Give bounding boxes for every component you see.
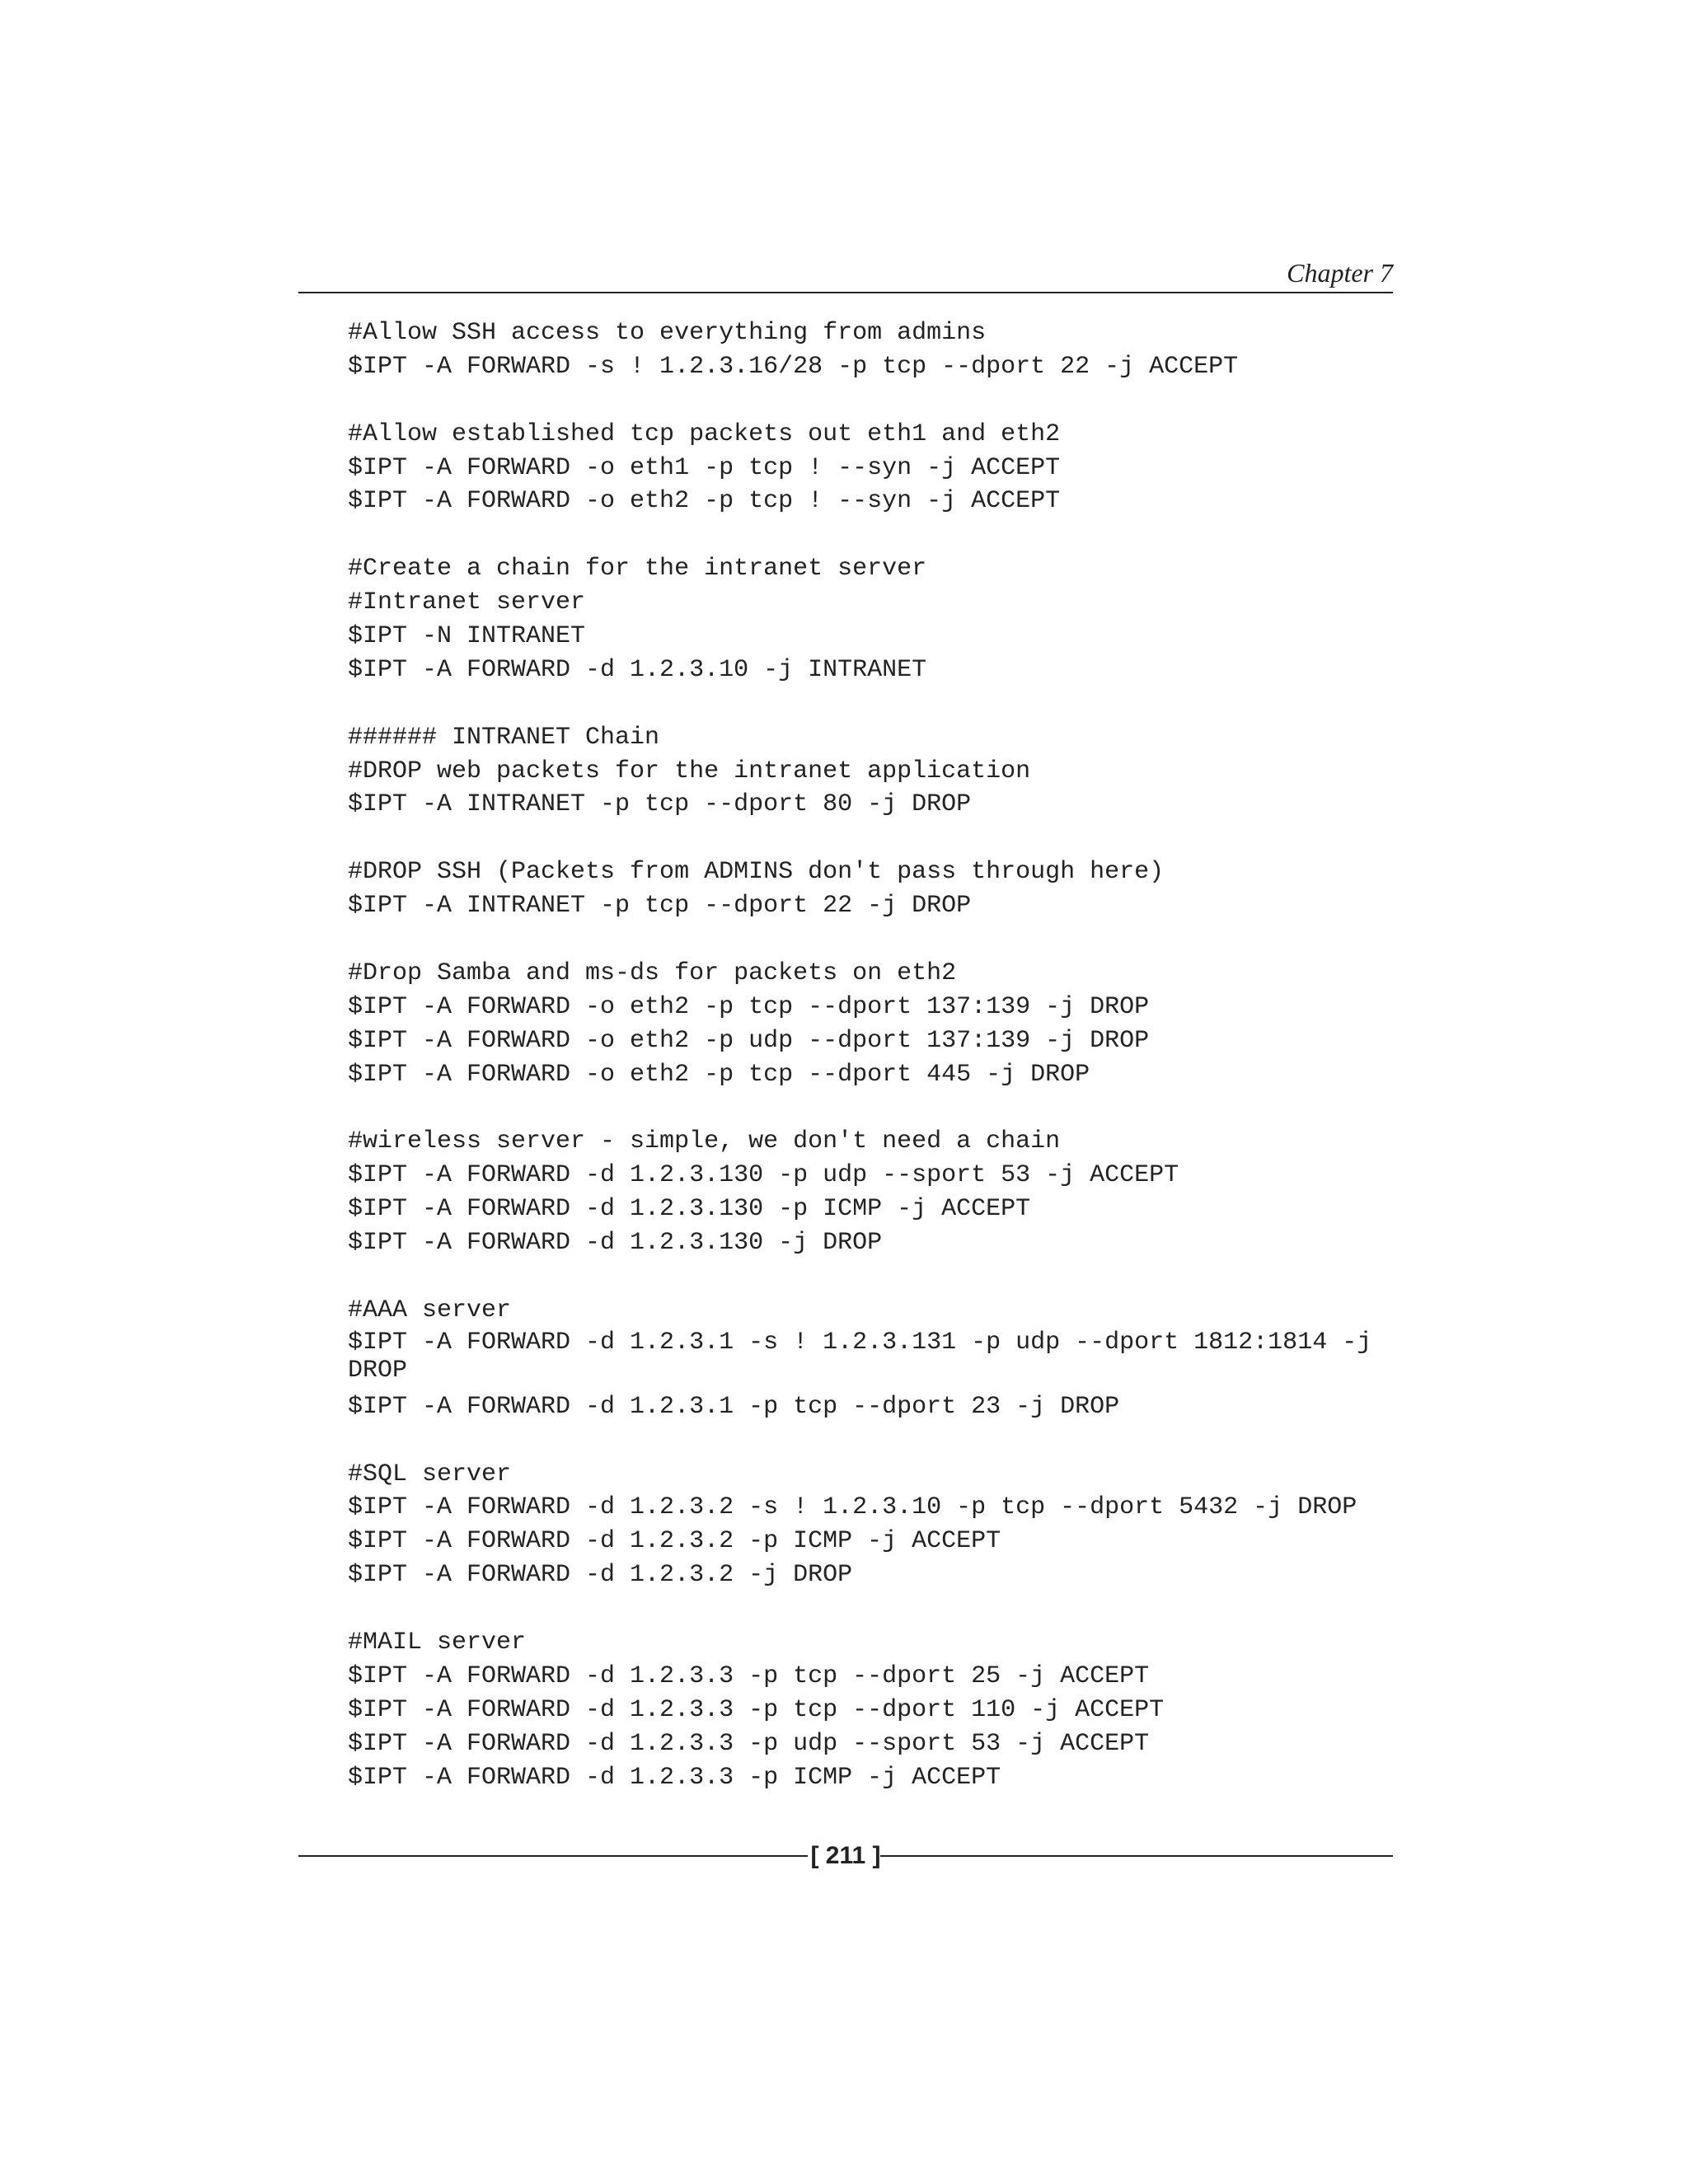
code-comment-line: #AAA server xyxy=(348,1296,512,1324)
code-line: $IPT -A FORWARD -o eth2 -p tcp ! --syn -j ACCEPT xyxy=(348,487,1061,516)
code-comment-line: #MAIL server xyxy=(348,1628,527,1657)
code-line: $IPT -A FORWARD -d 1.2.3.1 -p tcp --dport 23 -j DROP xyxy=(348,1392,1120,1421)
code-comment-line: #Allow SSH access to everything from admins xyxy=(348,319,987,347)
code-line: $IPT -A FORWARD -d 1.2.3.130 -p ICMP -j ACCEPT xyxy=(348,1195,1031,1224)
code-line: DROP xyxy=(348,1356,408,1385)
code-line: $IPT -A INTRANET -p tcp --dport 22 -j DROP xyxy=(348,892,972,921)
code-line: $IPT -A FORWARD -o eth2 -p tcp --dport 137:139 -j DROP xyxy=(348,992,1150,1021)
code-line: $IPT -A FORWARD -d 1.2.3.3 -p udp --sport 53 -j ACCEPT xyxy=(348,1729,1150,1758)
code-comment-line: #Allow established tcp packets out eth1 and eth2 xyxy=(348,419,1061,448)
code-line: $IPT -A FORWARD -d 1.2.3.2 -p ICMP -j ACCEPT xyxy=(348,1527,1001,1556)
code-comment-line: #Create a chain for the intranet server xyxy=(348,555,927,583)
code-line: $IPT -A FORWARD -d 1.2.3.130 -j DROP xyxy=(348,1229,883,1258)
code-listing xyxy=(348,316,1372,1794)
code-comment-line: #Drop Samba and ms-ds for packets on eth2 xyxy=(348,958,957,987)
code-line: $IPT -A FORWARD -d 1.2.3.130 -p udp --sport 53 -j ACCEPT xyxy=(348,1161,1179,1190)
code-line: $IPT -A FORWARD -d 1.2.3.2 -j DROP xyxy=(348,1561,853,1590)
code-line: $IPT -A FORWARD -s ! 1.2.3.16/28 -p tcp --dport 22 -j ACCEPT xyxy=(348,352,1239,381)
chapter-label: Chapter 7 xyxy=(1287,258,1393,288)
code-comment-line: #wireless server - simple, we don't need a chain xyxy=(348,1127,1061,1156)
code-line: $IPT -A FORWARD -d 1.2.3.1 -s ! 1.2.3.131 -p udp --dport 1812:1814 -j xyxy=(348,1328,1372,1357)
page-footer xyxy=(298,1840,1393,1872)
code-line: $IPT -A FORWARD -o eth2 -p tcp --dport 445 -j DROP xyxy=(348,1060,1090,1089)
code-comment-line: #DROP web packets for the intranet application xyxy=(348,757,1031,785)
page-number: [ 211 ] xyxy=(810,1842,881,1869)
code-blank-line xyxy=(348,518,1372,552)
code-line: $IPT -A FORWARD -d 1.2.3.3 -p tcp --dport 110 -j ACCEPT xyxy=(348,1695,1165,1724)
code-line: $IPT -A INTRANET -p tcp --dport 80 -j DROP xyxy=(348,790,972,819)
code-blank-line xyxy=(348,1592,1372,1626)
code-line: $IPT -A FORWARD -d 1.2.3.3 -p tcp --dport 25 -j ACCEPT xyxy=(348,1661,1150,1690)
code-line: $IPT -A FORWARD -d 1.2.3.2 -s ! 1.2.3.10 -p tcp --dport 5432 -j DROP xyxy=(348,1493,1357,1522)
code-comment-line: #Intranet server xyxy=(348,588,586,617)
code-line: $IPT -A FORWARD -d 1.2.3.3 -p ICMP -j ACCEPT xyxy=(348,1763,1001,1792)
code-blank-line xyxy=(348,1091,1372,1125)
code-blank-line xyxy=(348,923,1372,957)
code-line: $IPT -A FORWARD -o eth2 -p udp --dport 137:139 -j DROP xyxy=(348,1026,1150,1055)
code-blank-line xyxy=(348,687,1372,721)
footer-rule-right xyxy=(880,1855,1393,1857)
code-comment-line: #DROP SSH (Packets from ADMINS don't pass through here) xyxy=(348,858,1165,887)
code-blank-line xyxy=(348,822,1372,855)
code-line: $IPT -A FORWARD -d 1.2.3.10 -j INTRANET xyxy=(348,655,927,684)
code-blank-line xyxy=(348,1260,1372,1294)
code-line: $IPT -A FORWARD -o eth1 -p tcp ! --syn -j ACCEPT xyxy=(348,453,1061,482)
code-blank-line xyxy=(348,1424,1372,1458)
code-line: $IPT -N INTRANET xyxy=(348,622,586,651)
page-header xyxy=(298,255,1393,293)
code-comment-line: ###### INTRANET Chain xyxy=(348,723,660,752)
code-comment-line: #SQL server xyxy=(348,1460,512,1488)
code-blank-line xyxy=(348,384,1372,418)
